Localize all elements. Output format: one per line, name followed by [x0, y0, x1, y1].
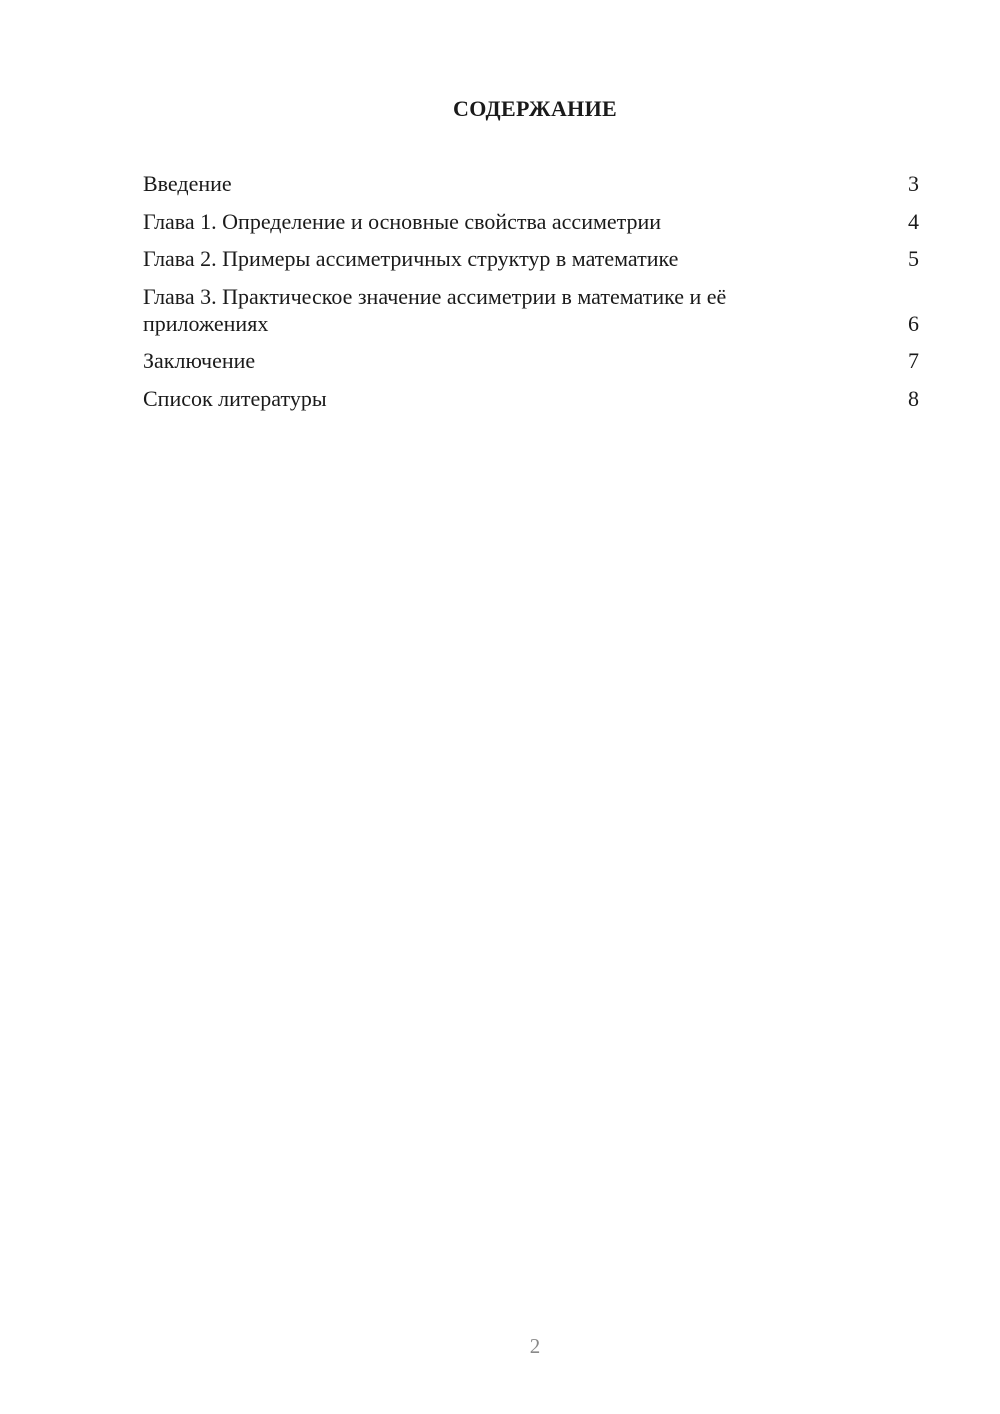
toc-entry-text: Глава 1. Определение и основные свойства ассиметрии: [143, 208, 662, 234]
toc-entry-text: Список литературы: [143, 385, 327, 411]
toc-entry-text: Введение: [143, 171, 232, 196]
toc-entry-page-number: 5: [908, 246, 919, 271]
toc-entry-page-number: 4: [908, 208, 919, 234]
page-number: 2: [529, 1334, 541, 1358]
toc-entry-page-number: 3: [908, 171, 919, 196]
toc-entry-text: Заключение: [143, 348, 256, 373]
toc-entry-conclusion: [143, 347, 919, 374]
toc-entry-chapter-3: [143, 283, 919, 337]
toc-entry-chapter-1: [143, 208, 919, 235]
toc-entry-text: Глава 3. Практическое значение ассиметрии в математике и её приложениях: [143, 283, 727, 336]
toc-entry-introduction: [143, 170, 919, 197]
toc-entry-chapter-2: [143, 245, 919, 272]
table-of-contents: [143, 170, 919, 422]
toc-entry-page-number: 6: [908, 310, 919, 336]
toc-entry-page-number: 7: [908, 348, 919, 373]
toc-entry-bibliography: [143, 385, 919, 412]
toc-entry-text: Глава 2. Примеры ассиметричных структур в математике: [143, 246, 679, 271]
toc-entry-page-number: 8: [908, 385, 919, 411]
toc-title: СОДЕРЖАНИЕ: [453, 96, 617, 121]
